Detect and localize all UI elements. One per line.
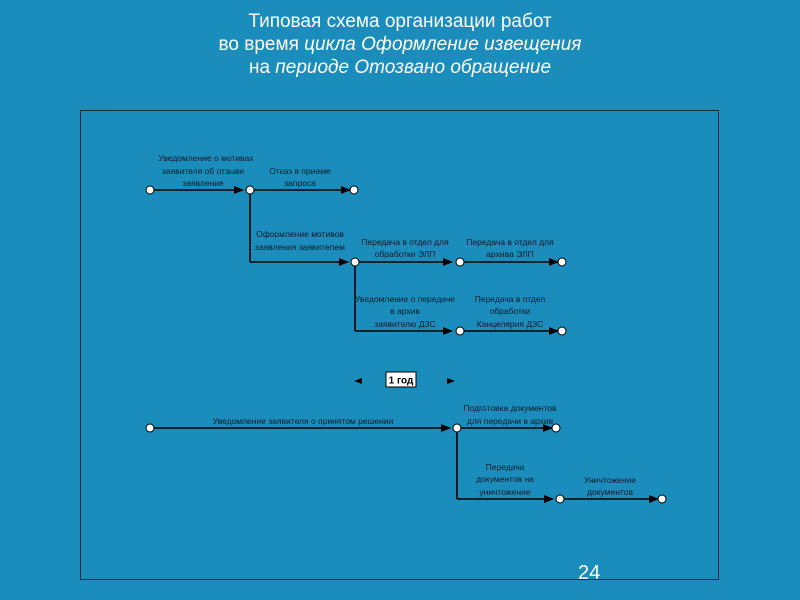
label-reasons-l2: заявления заявителем xyxy=(255,242,345,252)
title-line-1: Типовая схема организации работ xyxy=(248,11,552,32)
title-line-3-prefix: на xyxy=(248,57,276,78)
label-reasons-l1: Оформление мотивов xyxy=(256,229,344,239)
node-4 xyxy=(456,327,464,335)
title-line-3-italic: периоде Отозвано обращение xyxy=(275,57,552,78)
label-prepare-l1: Подготовка документов xyxy=(463,403,557,413)
node-destroy-end xyxy=(658,495,666,503)
label-notify-archive-l1: Уведомление о передаче xyxy=(355,294,455,304)
label-destroy-l2: документов xyxy=(587,487,633,497)
label-archive-l1: Передача в отдел для xyxy=(466,237,554,247)
node-office-end xyxy=(558,327,566,335)
label-processing-l1: Передача в отдел для xyxy=(361,237,449,247)
label-notify-l2: заявителя об отзыве xyxy=(161,166,245,176)
label-transfer-destroy-l3: уничтожение xyxy=(479,487,531,497)
node-1 xyxy=(246,186,254,194)
node-5 xyxy=(453,424,461,432)
label-destroy-l1: Уничтожение xyxy=(584,475,636,485)
label-notify-l1: Уведомление о мотивах xyxy=(158,153,254,163)
node-6 xyxy=(556,495,564,503)
label-notify-archive-l2: в архив xyxy=(390,306,420,316)
label-transfer-destroy-l2: документов на xyxy=(476,474,534,484)
label-office-l3: Канцелярия ДЗС xyxy=(476,319,544,329)
timescale-left-arrow-icon xyxy=(354,378,362,384)
label-office-l2: обработки xyxy=(489,306,531,316)
label-notify-archive-l3: заявителю ДЗС xyxy=(374,319,436,329)
timescale xyxy=(354,372,455,387)
title-line-2-prefix: во время xyxy=(218,34,305,55)
node-prepare-end xyxy=(552,424,560,432)
label-decision: Уведомление заявителя о принятом решении xyxy=(212,416,394,426)
node-start-2 xyxy=(146,424,154,432)
label-refuse-l1: Отказ в приеме xyxy=(269,166,331,176)
page-number: 24 xyxy=(578,562,601,584)
node-refuse-end xyxy=(350,186,358,194)
timescale-label: 1 год xyxy=(388,375,414,387)
title-line-2-italic: цикла Оформление извещения xyxy=(304,34,582,55)
label-archive-l2: архива ЭЛП xyxy=(486,249,534,259)
node-3 xyxy=(456,258,464,266)
label-transfer-destroy-l1: Передача xyxy=(485,462,525,472)
node-2 xyxy=(351,258,359,266)
label-refuse-l2: запроса xyxy=(284,178,316,188)
node-start-1 xyxy=(146,186,154,194)
timescale-right-arrow-icon xyxy=(447,378,455,384)
node-archive-end xyxy=(558,258,566,266)
label-notify-l3: заявления xyxy=(182,178,224,188)
label-office-l1: Передача в отдел xyxy=(474,294,546,304)
label-processing-l2: обработки ЭЛП xyxy=(374,249,436,259)
label-prepare-l2: для передачи в архив xyxy=(466,416,554,426)
